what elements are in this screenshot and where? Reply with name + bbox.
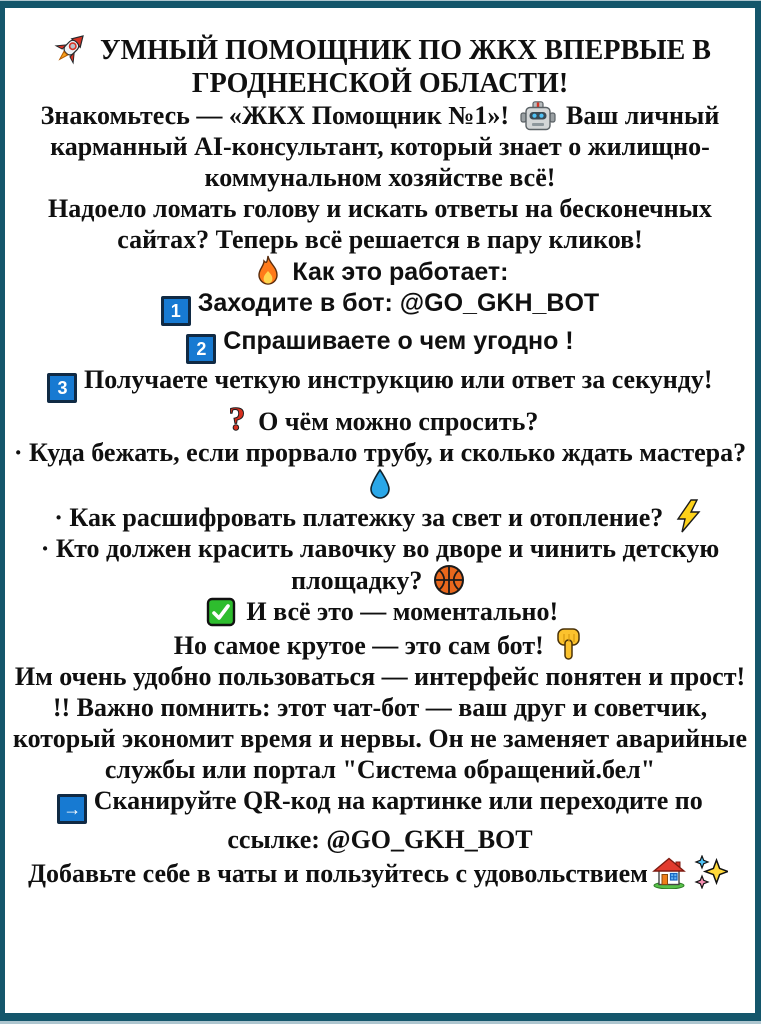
text-segment: Ваш личный карманный AI-консультант, который знает о жилищно-коммунальном хозяйстве всё!: [50, 101, 720, 192]
text-segment: Заходите в бот: @GO_GKH_BOT: [190, 289, 600, 317]
text-segment: · Кто должен красить лавочку во дворе и чинить детскую площадку?: [40, 534, 720, 595]
poster-frame: [0, 1, 761, 1021]
poster-content: [5, 8, 755, 889]
bullet-yard: [13, 533, 747, 596]
basketball-icon: [433, 564, 465, 596]
text-segment: О чём можно спросить?: [251, 407, 539, 436]
how-it-works-heading: [13, 255, 747, 288]
bullet-pipe: [13, 437, 747, 499]
instant-line: [13, 596, 747, 627]
intro-line: [13, 100, 747, 193]
hook-line: [13, 193, 747, 255]
bullet-bill: [13, 499, 747, 533]
text-segment: · Куда бежать, если прорвало трубу, и сколько ждать мастера?: [13, 438, 747, 467]
scan-line: [13, 785, 747, 855]
arrow-right-icon: →: [57, 794, 87, 824]
question-icon: [226, 403, 248, 437]
keycap-3-icon: 3: [47, 373, 77, 403]
ask-heading: [13, 403, 747, 437]
robot-icon: [520, 101, 556, 131]
point-down-icon: [554, 627, 582, 661]
step-2: [13, 326, 747, 364]
step-1: [13, 288, 747, 326]
text-segment: Знакомьтесь — «ЖКХ Помощник №1»!: [40, 101, 516, 130]
svg-text:?: ?: [228, 403, 246, 437]
rocket-icon: [53, 30, 89, 66]
text-segment: !! Важно помнить: этот чат-бот — ваш друг и советчик, который экономит время и нервы. Он не заменяет аварийные службы или портал "Система обращений.бел": [13, 693, 747, 784]
check-icon: [206, 597, 236, 627]
droplet-icon: [369, 469, 391, 499]
fire-icon: [255, 255, 281, 287]
house-icon: [652, 857, 686, 889]
text-segment: Спрашиваете о чем угодно !: [216, 327, 574, 355]
title-line: [13, 30, 747, 100]
text-segment: Добавьте себе в чаты и пользуйтесь с удовольствием: [28, 859, 648, 888]
text-segment: УМНЫЙ ПОМОЩНИК ПО ЖКХ ВПЕРВЫЕ В ГРОДНЕНСКОЙ ОБЛАСТИ!: [93, 35, 711, 99]
text-segment: Надоело ломать голову и искать ответы на бесконечных сайтах? Теперь всё решается в пару кликов!: [48, 194, 712, 254]
sparkles-icon: [694, 855, 728, 889]
text-segment: Им очень удобно пользоваться — интерфейс понятен и прост!: [14, 662, 746, 691]
text-segment: · Как расшифровать платежку за свет и отопление?: [54, 503, 670, 532]
closing-line: [13, 855, 747, 889]
text-segment: Получаете четкую инструкцию или ответ за секунду!: [77, 365, 713, 394]
text-segment: Но самое крутое — это сам бот!: [173, 631, 551, 660]
interface-line: [13, 661, 747, 692]
coolest-line: [13, 627, 747, 661]
text-segment: Сканируйте QR-код на картинке или переходите по ссылке: @GO_GKH_BOT: [87, 786, 703, 854]
lightning-icon: [674, 499, 702, 533]
text-segment: И всё это — моментально!: [239, 597, 559, 626]
step-3: [13, 364, 747, 403]
text-segment: Как это работает:: [285, 258, 509, 286]
important-line: [13, 692, 747, 785]
keycap-2-icon: 2: [186, 334, 216, 364]
keycap-1-icon: 1: [161, 296, 191, 326]
